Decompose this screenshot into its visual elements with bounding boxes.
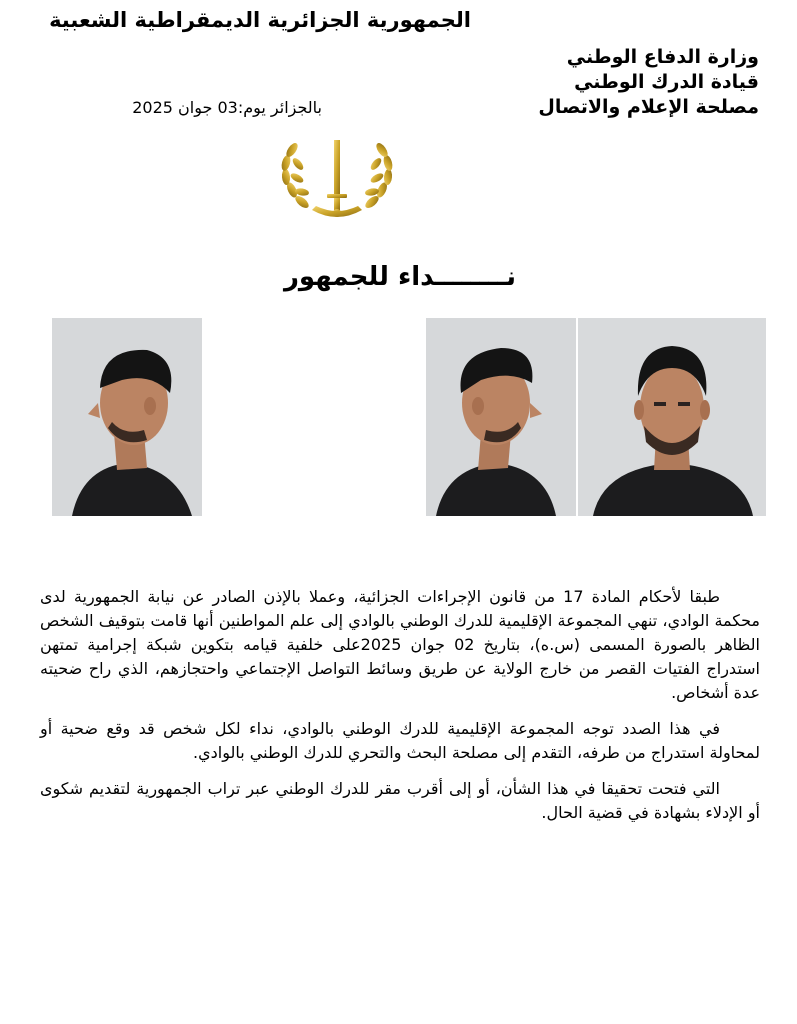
- service-line: مصلحة الإعلام والاتصال: [538, 96, 759, 118]
- photo-front: [578, 318, 766, 516]
- republic-heading: الجمهورية الجزائرية الديمقراطية الشعبية: [49, 8, 471, 32]
- command-line: قيادة الدرك الوطني: [574, 71, 759, 93]
- photo-profile-left: [52, 318, 202, 516]
- appeal-title: نــــــــداء للجمهور: [283, 262, 517, 292]
- paragraph-arrest: طبقا لأحكام المادة 17 من قانون الإجراءات الجزائية، وعملا بالإذن الصادر عن نيابة الجمهورية لدى محكمة الوادي، تنهي المجموعة الإقليمية للدرك الوطني بالوادي إلى علم المواطنين أنها قامت بتوقيف الشخص الظاهر بالصورة المسمى (س.ه)، بتاريخ 02 جوان 2025على خلفية قيامه بتكوين شبكة إجرامية تمتهن استدراج الفتيات القصر من خارج الولاية عن طريق وسائط التواصل الإجتماعي واحتجازهم، الذي راح ضحيته عدة أشخاص.: [40, 587, 760, 702]
- ministry-line: وزارة الدفاع الوطني: [566, 46, 759, 68]
- paragraph-investigation: التي فتحت تحقيقا في هذا الشأن، أو إلى أقرب مقر للدرك الوطني عبر تراب الجمهورية لتقديم شكوى أو الإدلاء بشهادة في قضية الحال.: [40, 779, 760, 822]
- ministry-block: [399, 45, 759, 120]
- paragraph-call: في هذا الصدد توجه المجموعة الإقليمية للدرك الوطني بالوادي، نداء لكل شخص قد وقع ضحية أو لمحاولة استدراج من طرفه، التقدم إلى مصلحة البحث والتحري للدرك الوطني بالوادي.: [40, 719, 760, 762]
- document-date: بالجزائر يوم:03 جوان 2025: [132, 98, 322, 117]
- photo-profile-right: [426, 318, 576, 516]
- gendarmerie-emblem-icon: [272, 132, 402, 222]
- appeal-body: [40, 585, 760, 837]
